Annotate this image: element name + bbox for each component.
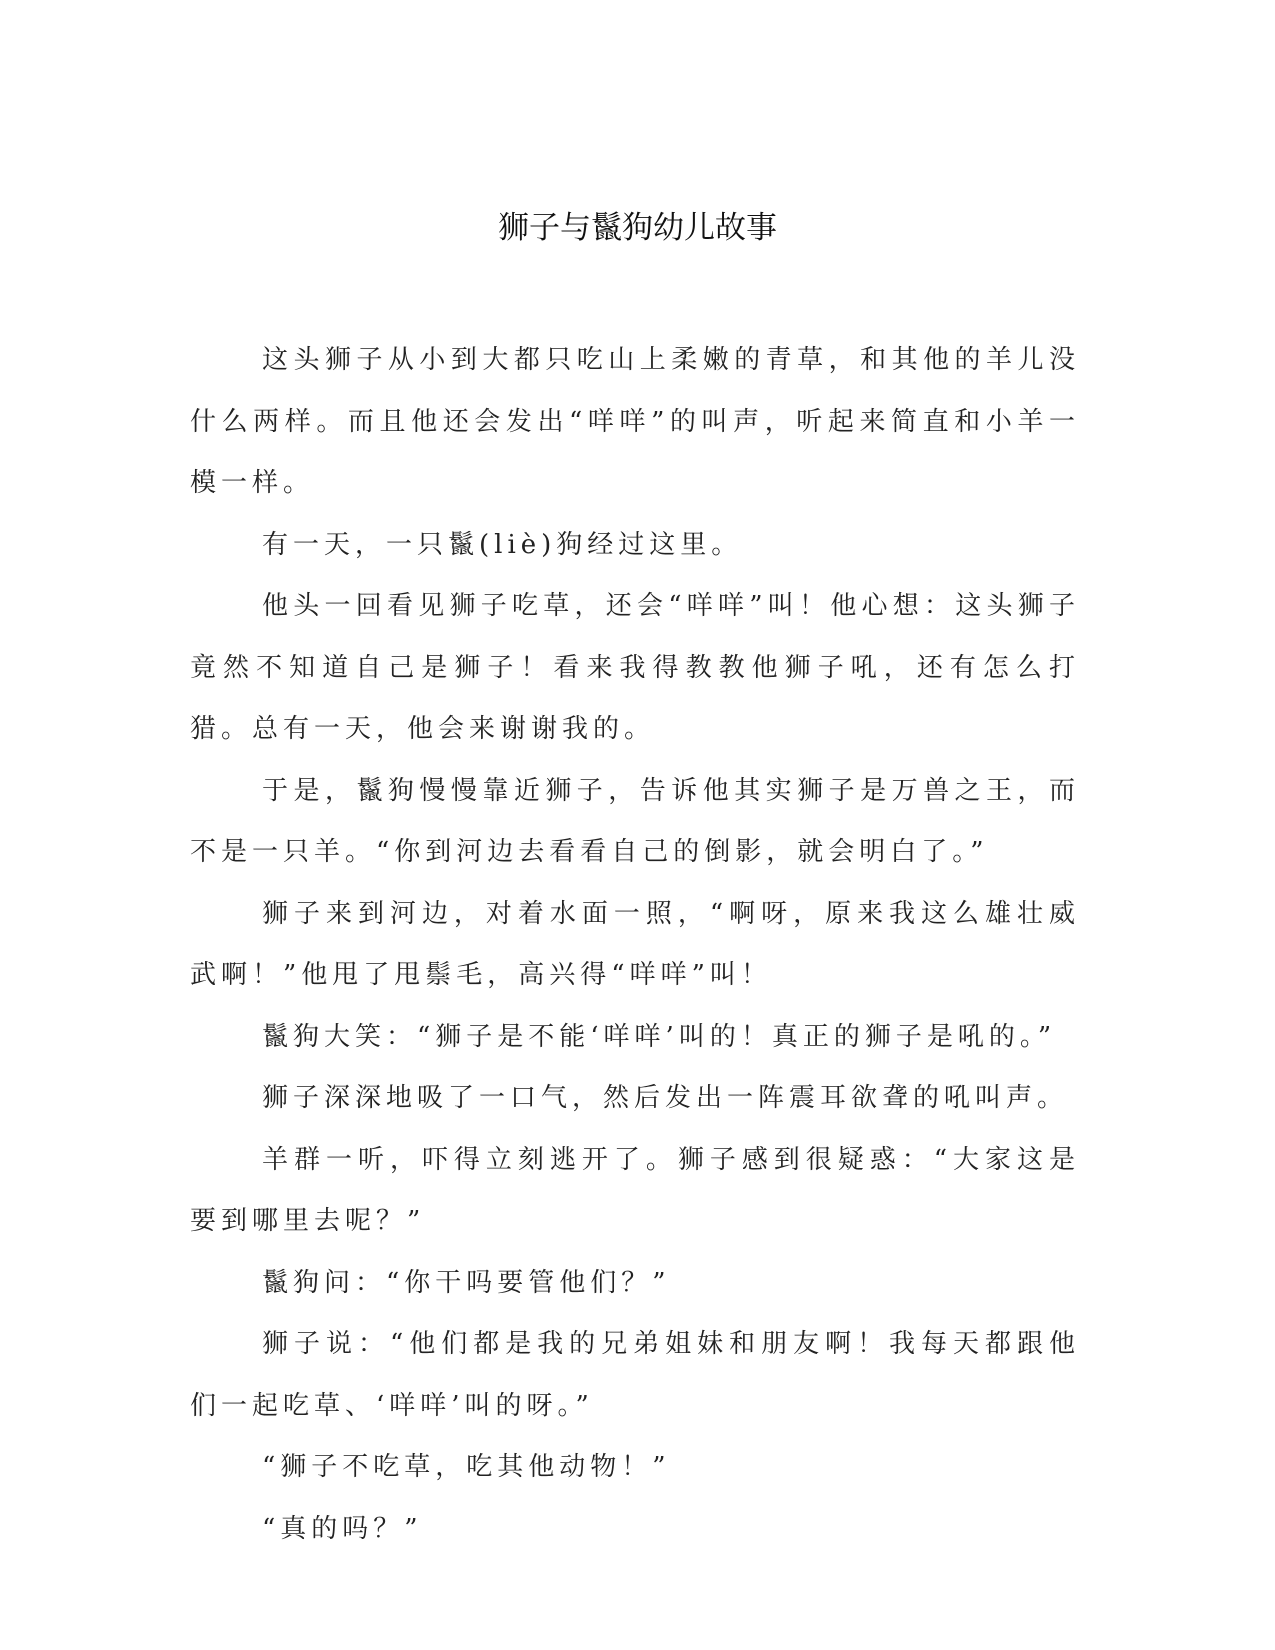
paragraph-4: 于是，鬣狗慢慢靠近狮子，告诉他其实狮子是万兽之王，而不是一只羊。“你到河边去看看自己的倒影，就会明白了。” — [190, 775, 1080, 867]
document-title: 狮子与鬣狗幼儿故事 — [498, 210, 777, 246]
paragraph-11: “狮子不吃草，吃其他动物！” — [262, 1452, 671, 1482]
story-body — [190, 330, 1080, 1560]
paragraph-8: 羊群一听，吓得立刻逃开了。狮子感到很疑惑：“大家这是要到哪里去呢？” — [190, 1144, 1080, 1236]
paragraph-6: 鬣狗大笑：“狮子是不能‘咩咩’叫的！真正的狮子是吼的。” — [262, 1021, 1057, 1052]
paragraph-1: 这头狮子从小到大都只吃山上柔嫩的青草，和其他的羊儿没什么两样。而且他还会发出“咩咩”的叫声，听起来简直和小羊一模一样。 — [190, 345, 1080, 498]
paragraph-5: 狮子来到河边，对着水面一照，“啊呀，原来我这么雄壮威武啊！”他甩了甩鬃毛，高兴得“咩咩”叫！ — [190, 898, 1080, 990]
paragraph-3: 他头一回看见狮子吃草，还会“咩咩”叫！他心想：这头狮子竟然不知道自己是狮子！看来我得教教他狮子吼，还有怎么打猎。总有一天，他会来谢谢我的。 — [190, 591, 1080, 744]
paragraph-12: “真的吗？” — [262, 1513, 423, 1544]
paragraph-10: 狮子说：“他们都是我的兄弟姐妹和朋友啊！我每天都跟他们一起吃草、‘咩咩’叫的呀。” — [190, 1329, 1080, 1421]
paragraph-7: 狮子深深地吸了一口气，然后发出一阵震耳欲聋的吼叫声。 — [262, 1083, 1069, 1113]
paragraph-9: 鬣狗问：“你干吗要管他们？” — [262, 1267, 671, 1298]
paragraph-2: 有一天，一只鬣(liè)狗经过这里。 — [262, 529, 743, 560]
